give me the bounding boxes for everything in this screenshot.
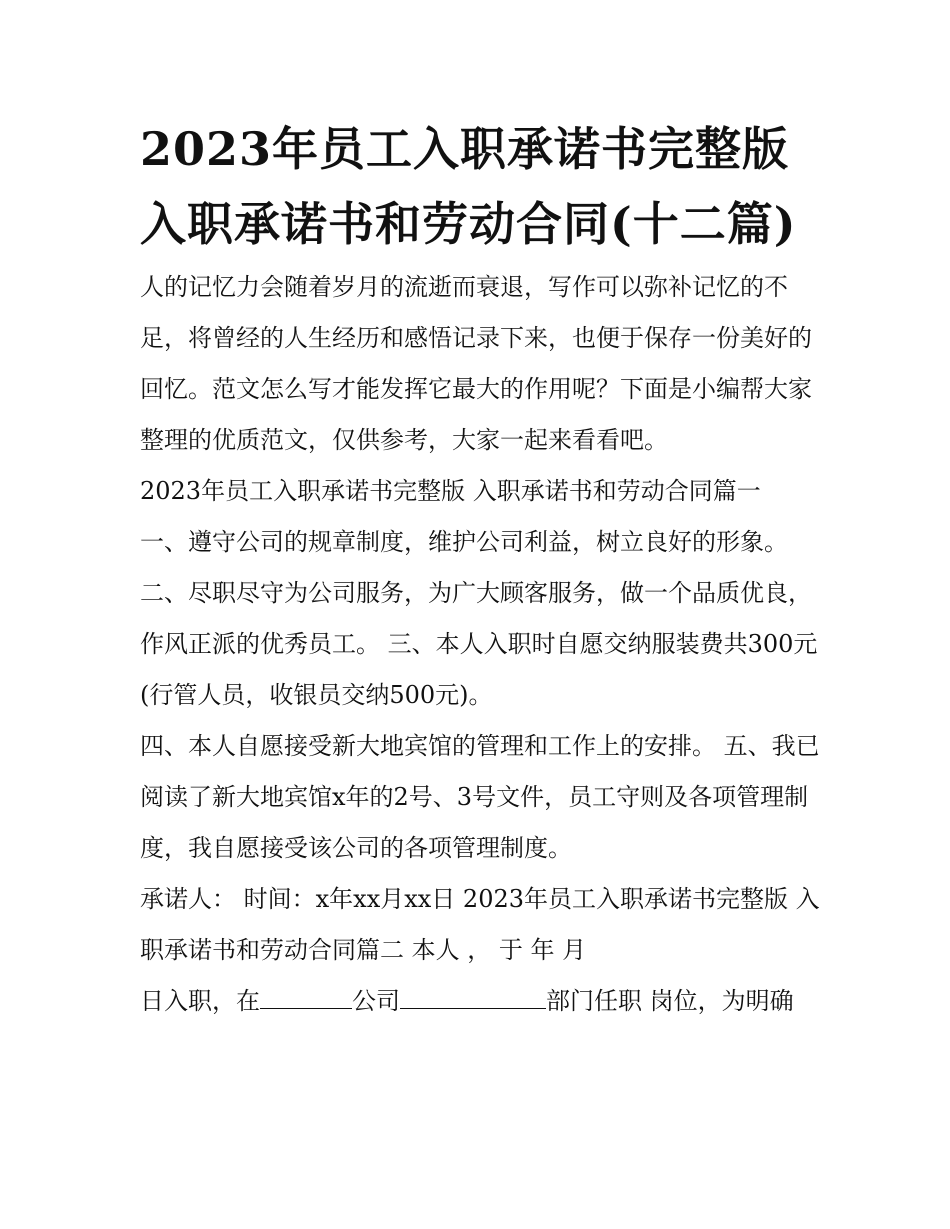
- item-2-3: 二、尽职尽守为公司服务，为广大顾客服务，做一个品质优良，作风正派的优秀员工。 三、本人入职时自愿交纳服装费共300元(行管人员，收银员交纳500元)。: [140, 579, 818, 709]
- last-line-part1: 日入职，在: [140, 987, 260, 1015]
- document-page: [140, 112, 820, 1027]
- last-line-part2: 公司: [352, 987, 400, 1015]
- intro-paragraph: 人的记忆力会随着岁月的流逝而衰退，写作可以弥补记忆的不足，将曾经的人生经历和感悟记录下来，也便于保存一份美好的回忆。范文怎么写才能发挥它最大的作用呢？下面是小编帮大家整理的优质范文，仅供参考，大家一起来看看吧。: [140, 273, 812, 454]
- department-blank: [400, 984, 546, 1009]
- item-4-5: 四、本人自愿接受新大地宾馆的管理和工作上的安排。 五、我已阅读了新大地宾馆x年的2号、3号文件，员工守则及各项管理制度，我自愿接受该公司的各项管理制度。: [140, 732, 820, 862]
- last-line-part3: 部门任职 岗位，为明确: [546, 987, 794, 1015]
- company-blank: [260, 984, 352, 1009]
- last-line: [140, 976, 820, 1027]
- document-title: 2023年员工入职承诺书完整版 入职承诺书和劳动合同(十二篇): [140, 122, 797, 251]
- section-heading: 2023年员工入职承诺书完整版 入职承诺书和劳动合同篇一: [140, 477, 761, 505]
- signature-line: 承诺人： 时间：x年xx月xx日 2023年员工入职承诺书完整版 入职承诺书和劳动合同篇二 本人 ， 于 年 月: [140, 885, 820, 964]
- item-1: 一、遵守公司的规章制度，维护公司利益，树立良好的形象。: [140, 528, 788, 556]
